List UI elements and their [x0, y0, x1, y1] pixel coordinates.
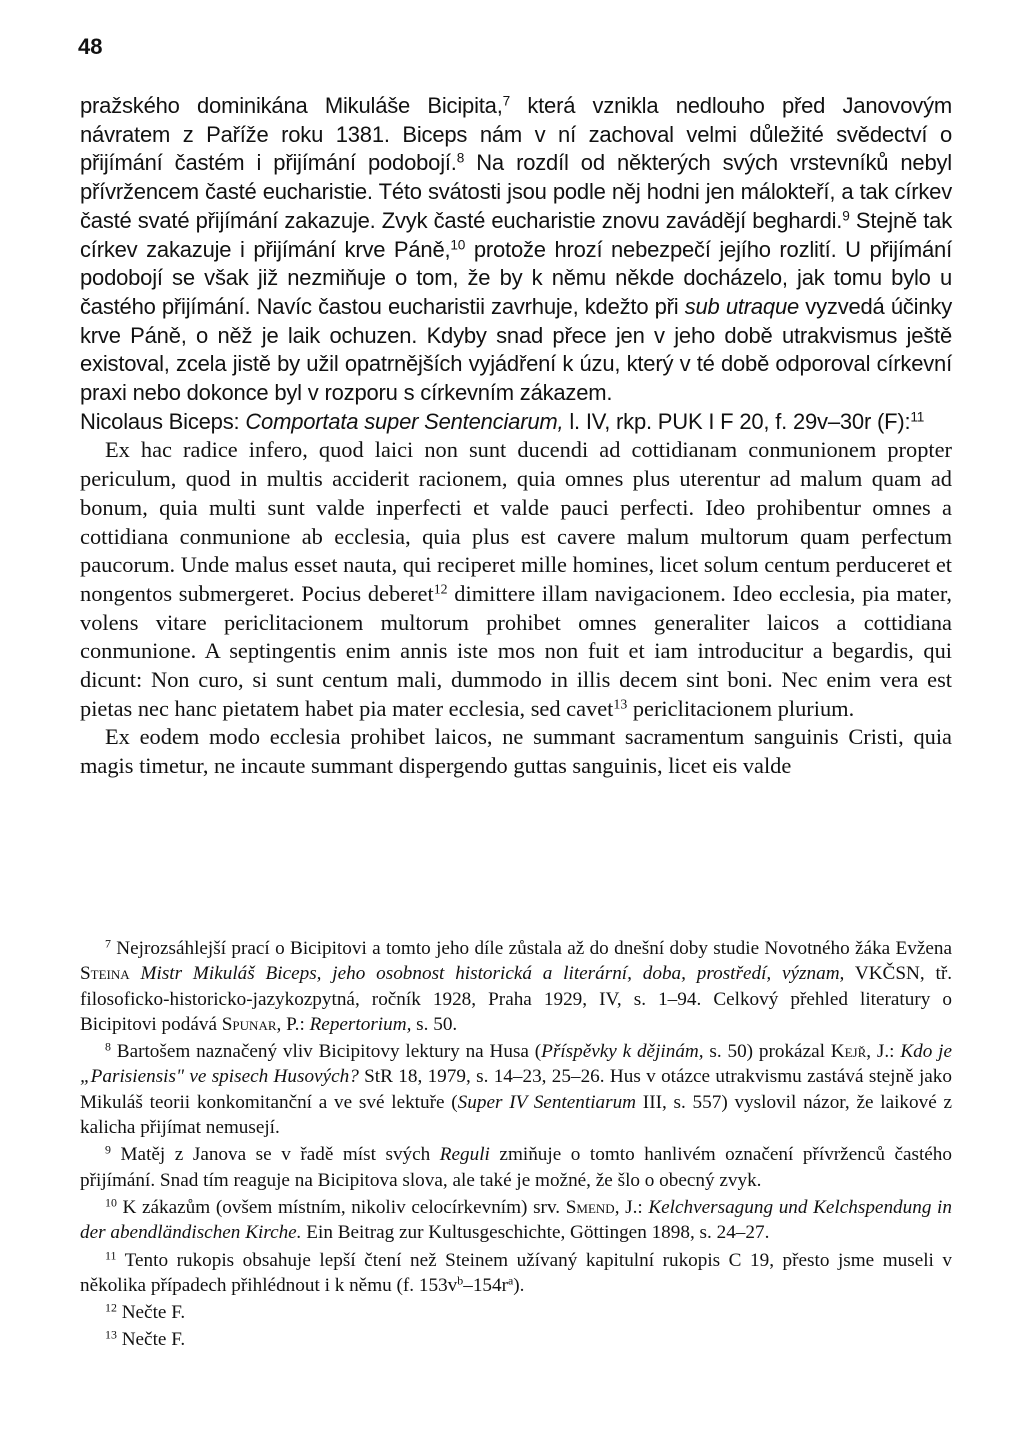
footnote-ref-13[interactable]: 13 [613, 697, 628, 713]
footnote-ref-8[interactable]: 8 [456, 150, 465, 166]
footnote-ref-12[interactable]: 12 [433, 582, 448, 598]
footnote-11: $^{11}$ Tento rukopis obsahuje lepší čtení než Steinem užívaný kapitulní rukopis C 19, přesto jsme museli v několika případech přihlédnout i k němu (f. $153v^b-154r^a$). [80, 1248, 952, 1296]
footnote-ref-11[interactable]: 11 [910, 409, 925, 425]
footnote-ref-7[interactable]: 7 [502, 93, 511, 109]
footnote-7: $^7$ Nejrozsáhlejší prací o Bicipitovi a tomto jeho díle zůstala až do dnešní doby studie Novotného žáka Evžena Steina Mistr Mikuláš Biceps, jeho osobnost historická a literární, doba, prostředí, význam, VKČSN, tř. filosoficko-historicko-jazykozpytná, ročník 1928, Praha 1929, IV, s. 1–94. Celkový přehled literatury o Bicipitovi podává Spunar, P.: Repertorium, s. 50. [80, 936, 953, 1035]
source-citation: Nicolaus Biceps: Comportata super Sentenciarum, l. IV, rkp. PUK I F 20, f. 29v–30r (F):$^{11}$ [80, 408, 925, 434]
latin-paragraph-1: Ex hac radice infero, quod laici non sunt ducendi ad cottidianam conmunionem propter periculum, quod in multis acciderit racionem, quia omnes plus uterentur ad malum quam ad bonum, quia multi sunt valde inperfecti et valde pauci perfecti. Ideo prohibentur omnes a cottidiana conmunione ab ecclesia, quia plus est cavere malum multorum quam perfectum paucorum. Unde malus esset nauta, qui reciperet mille homines, licet solum centum perduceret et nongentos submergeret. Pocius deberet$^{12}$ dimittere illam navigacionem. Ideo ecclesia, pia mater, volens vitare periclitacionem multorum prohibet omnes generaliter laicos a cottidiana conmunione. A septingentis enim annis iste mos non fuit et iam introducitur a begardis, qui dicunt: Non curo, si sunt centum mali, dummodo in illis decem sint boni. Nec enim vera est pietas nec hanc pietatem habet pia mater ecclesia, sed cavet$^{13}$ periclitacionem plurium. [80, 437, 952, 721]
main-text [80, 92, 952, 781]
footnote-ref-10[interactable]: 10 [450, 237, 466, 253]
footnote-10: $^{10}$ K zákazům (ovšem místním, nikoliv celocírkevním) srv. Smend, J.: Kelchversagung und Kelchspendung in der abendländischen Kirche. Ein Beitrag zur Kultusgeschichte, Göttingen 1898, s. 24–27. [80, 1195, 952, 1244]
footnote-9: $^9$ Matěj z Janova se v řadě míst svých Reguli zmiňuje o tomto hanlivém označení přívrženců častého přijímání. Snad tím reaguje na Bicipitova slova, ale také je možné, že šlo o obecný zvyk. [80, 1142, 952, 1191]
czech-paragraph: pražského dominikána Mikuláše Bicipita,$^7$ která vznikla nedlouho před Janovovým návratem z Paříže roku 1381. Biceps nám v ní zachoval velmi důležité svědectví o přijímání častém i přijímání podobojí.$^8$ Na rozdíl od některých svých vrstevníků nebyl přívržencem časté eucharistie. Této svátosti jsou podle něj hodni jen málokteří, a tak církev časté svaté přijímání zakazuje. Zvyk časté eucharistie znovu zavádějí beghardi.$^9$ Stejně tak církev zakazuje i přijímání krve Páně,$^{10}$ protože hrozí nebezpečí jejího rozlití. U přijímání podobojí se však již nezmiňuje o tom, že by k němu někde docházelo, jak tomu bylo u častého přijímání. Navíc častou eucharistii zavrhuje, kdežto při sub utraque vyzvedá účinky krve Páně, o něž je laik ochuzen. Kdyby snad přece jen v jeho době utrakvismus ještě existoval, zcela jistě by užil opatrnějších vyjádření k úzu, který v té době odporoval církevní praxi nebo dokonce byl v rozporu s církevním zákazem. [80, 93, 953, 406]
footnote-12: $^{12}$ Nečte F. [105, 1300, 186, 1324]
latin-paragraph-2: Ex eodem modo ecclesia prohibet laicos, ne summant sacramentum sanguinis Cristi, quia magis timetur, ne incaute summant dispergendo guttas sanguinis, licet eis valde [80, 724, 952, 779]
footnote-8: $^8$ Bartošem naznačený vliv Bicipitovy lektury na Husa (Příspěvky k dějinám, s. 50) prokázal Kejř, J.: Kdo je „Parisiensis" ve spisech Husových? StR 18, 1979, s. 14–23, 25–26. Hus v otázce utrakvismu zastává stejně jako Mikuláš teorii konkomitanční a ve své lektuře (Super IV Sententiarum III, s. 557) vyslovil názor, že laikové z kalicha přijímat nemusejí. [80, 1039, 953, 1139]
footnote-ref-9[interactable]: 9 [842, 208, 850, 224]
page-number: 48 [78, 34, 103, 59]
footnote-13: $^{13}$ Nečte F. [105, 1327, 186, 1351]
footnotes [80, 936, 952, 1355]
